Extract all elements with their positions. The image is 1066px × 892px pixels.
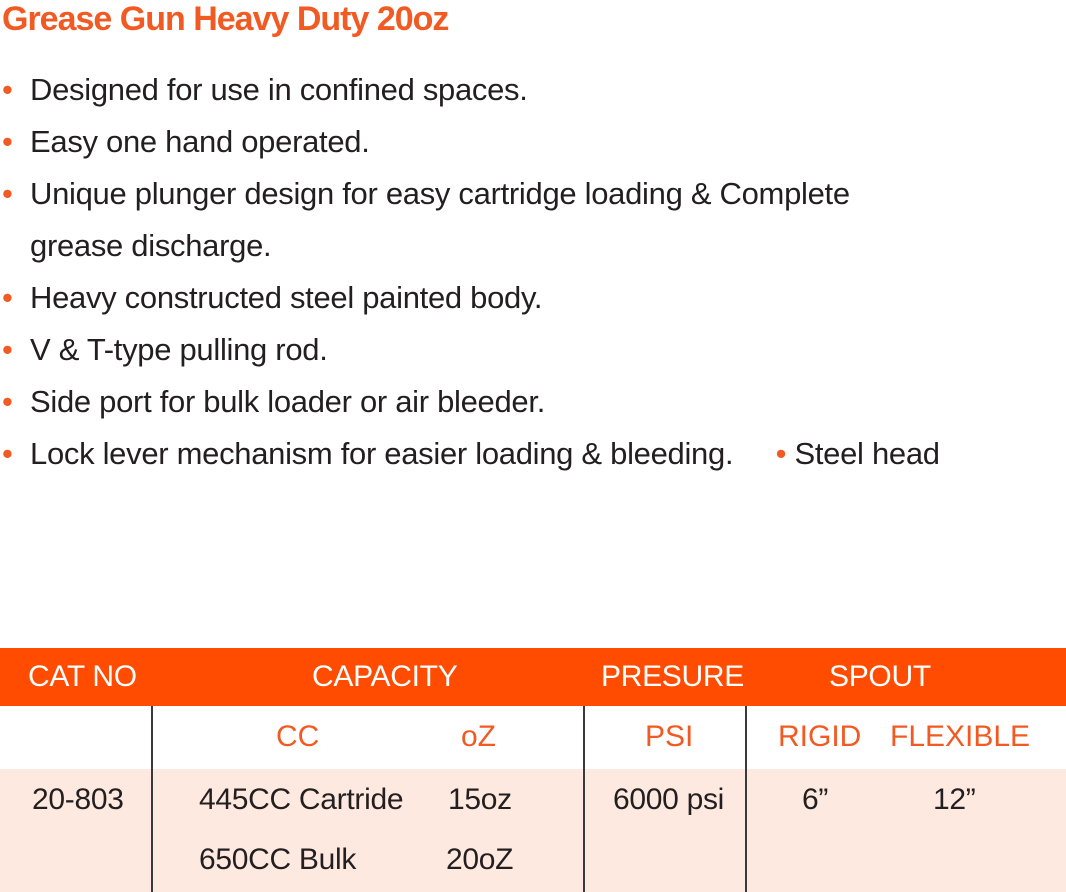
feature-text: Heavy constructed steel painted body. [30, 280, 543, 315]
header-cat-no: CAT NO [28, 660, 137, 693]
feature-text: Easy one hand operated. [30, 124, 370, 159]
product-title: Grease Gun Heavy Duty 20oz [2, 0, 449, 38]
feature-item [0, 116, 1066, 168]
table-row-band [0, 769, 1066, 892]
feature-item [0, 64, 1066, 116]
bullet-icon: • [2, 280, 13, 315]
feature-text-continued: grease discharge. [30, 228, 272, 263]
header-capacity: CAPACITY [312, 660, 458, 693]
bullet-icon: • [2, 176, 13, 211]
column-divider [583, 706, 585, 892]
cell-rigid: 6” [802, 783, 829, 816]
cell-psi: 6000 psi [613, 783, 725, 816]
cell-cc-cartridge: 445CC Cartride [199, 783, 404, 816]
feature-text: Side port for bulk loader or air bleeder. [30, 384, 546, 419]
feature-item [0, 272, 1066, 324]
bullet-icon: • [2, 124, 13, 159]
column-divider [151, 706, 153, 892]
bullet-icon: • [2, 72, 13, 107]
feature-text: Designed for use in confined spaces. [30, 72, 528, 107]
feature-item [0, 376, 1066, 428]
feature-text: V & T-type pulling rod. [30, 332, 328, 367]
subheader-cc: CC [276, 720, 320, 753]
header-spout: SPOUT [829, 660, 931, 693]
subheader-oz: oZ [461, 720, 497, 753]
column-divider [745, 706, 747, 892]
table-header-row [0, 648, 1066, 706]
cell-flexible: 12” [933, 783, 976, 816]
subheader-rigid: RIGID [778, 720, 862, 753]
subheader-psi: PSI [645, 720, 694, 753]
cell-oz-cartridge: 15oz [448, 783, 512, 816]
feature-text: Unique plunger design for easy cartridge loading & Complete [30, 176, 850, 211]
feature-text: Steel head [794, 436, 940, 471]
subheader-flexible: FLEXIBLE [890, 720, 1031, 753]
header-pressure: PRESURE [601, 660, 744, 693]
bullet-icon: • [2, 332, 13, 367]
feature-text: Lock lever mechanism for easier loading & bleeding. [30, 436, 734, 471]
cell-cc-bulk: 650CC Bulk [199, 843, 357, 876]
bullet-icon: • [2, 384, 13, 419]
feature-extra [776, 436, 940, 471]
feature-list [0, 64, 1066, 480]
feature-item [0, 324, 1066, 376]
feature-item [0, 168, 1066, 272]
feature-item [0, 428, 1066, 480]
cell-oz-bulk: 20oZ [446, 843, 514, 876]
bullet-icon: • [2, 436, 13, 471]
bullet-icon: • [775, 436, 787, 471]
spec-table [0, 648, 1066, 892]
cell-cat-no: 20-803 [32, 783, 124, 816]
